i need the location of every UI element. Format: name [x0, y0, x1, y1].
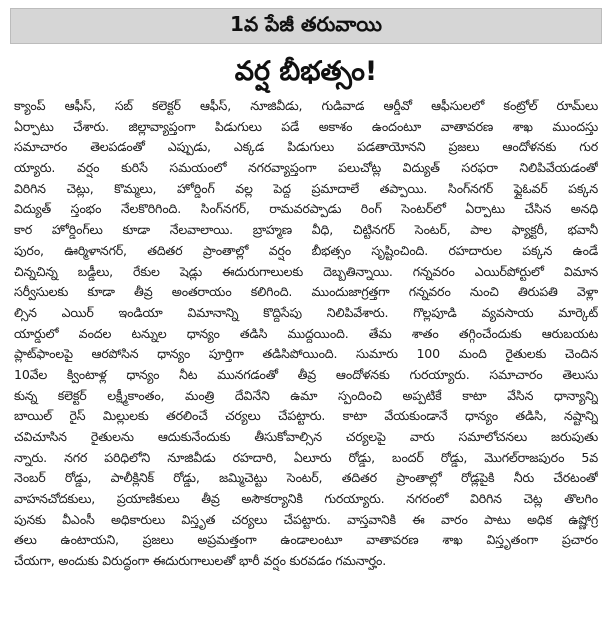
article-line: చేయగా, అందుకు విరుద్ధంగా ఈదురుగాలులతో భారీ వర్షం కురవడం గమనార్హం. — [14, 553, 387, 569]
article-headline: వర్ష బీభత్సం! — [234, 56, 378, 87]
article-line: పునకు వీఎంసీ అధికారులు విస్తృత చర్యలు చేపట్టారు. వాస్తవానికి ఈ వారం పాటు అధిక ఉష్ణోగ్ర — [14, 511, 598, 527]
article-line: తలు ఉంటాయని, ప్రజలు అప్రమత్తంగా ఉండాలంటూ వాతావరణ శాఖ విస్తృతంగా ప్రచారం — [14, 532, 598, 548]
article-line: ల్సిన ఎయిర్ ఇండియా విమానాన్ని కొద్దిసేపు నిలిపివేశారు. గొల్లపూడి వ్యవసాయ మార్కెట్ — [14, 304, 598, 320]
article-line: యార్డులో వందల టన్నుల ధాన్యం తడిసి ముద్దయింది. తేమ శాతం తగ్గించేందుకు ఆరుబయట — [14, 325, 598, 341]
article-line: ఏర్పాటు చేశారు. జిల్లావ్యాప్తంగా పిడుగులు పడే అకాశం ఉందంటూ వాతావరణ శాఖ ముందస్తు — [14, 118, 598, 134]
article-line: సమాచారం తెలపడంతో ఎప్పుడు, ఎక్కడ పిడుగులు పడతాయోనని ప్రజలు ఆందోళనకు గుర — [14, 139, 598, 155]
article-line: న్నారు. నగర పరిధిలోని నూజివీడు రహదారి, ఏలూరు రోడ్డు, బందర్ రోడ్డు, మొగల్‌రాజపురం 5వ — [14, 449, 598, 465]
article-body — [14, 96, 598, 572]
article-line: కార హోర్డింగ్‌లు కూడా నేలవాలాయి. బ్రాహ్మణ వీధి, చిట్టినగర్ సెంటర్, పాల ఫ్యాక్టరీ, భవానీ — [14, 222, 598, 238]
article-line: బాయిల్ రైస్ మిల్లులకు తరలించే చర్యలు చేపట్టారు. కాటా వేయకుండానే ధాన్యం తడిసి, నష్టాన్ని — [14, 408, 598, 424]
article-line: విద్యుత్ స్తంభం నేలకొరిగింది. సింగ్‌నగర్, రామవరప్పాడు రింగ్ సెంటర్‌లో ఏర్పాటు చేసిన అనధి — [14, 201, 598, 217]
article-line: చిన్నచిన్న బడ్డీలు, రేకుల షెడ్లు ఈదురుగాలులకు దెబ్బతిన్నాయి. గన్నవరం ఎయిర్‌పోర్టులో విమాన — [14, 263, 598, 279]
article-line: 10వేల క్వింటాళ్ల ధాన్యం నీట మునగడంతో తీవ్ర ఆందోళనకు గురయ్యారు. సమాచారం తెలుసు — [14, 366, 598, 382]
continuation-banner — [10, 8, 602, 44]
article-line: య్యారు. వర్షం కురిసే సమయంలో నగరవ్యాప్తంగా పలుచోట్ల విద్యుత్ సరఫరా నిలిపివేయడంతో — [14, 160, 598, 176]
article-line: ప్లాట్‌ఫాంలపై ఆరపోసిన ధాన్యం పూర్తిగా తడిసిపోయింది. సుమారు 100 మంది రైతులకు చెందిన — [14, 346, 598, 362]
article-line: కున్న కలెక్టర్ లక్ష్మీకాంతం, మంత్రి దేవినేని ఉమా స్పందించి అప్పటికే కాటా వేసిన ధాన్యాన్ని — [14, 387, 598, 403]
article-line: విరిగిన చెట్లు, కొమ్మలు, హోర్డింగ్ వల్ల పెద్ద ప్రమాదాలే తప్పాయి. సింగ్‌నగర్ ఫ్లైఓవర్ పక్కన — [14, 180, 598, 196]
article-line: నెంబర్ రోడ్డు, పాలీక్లినిక్ రోడ్డు, జమ్మిచెట్టు సెంటర్, తదితర ప్రాంతాల్లో రోడ్లపైకి నీరు చేరటంతో — [14, 470, 598, 486]
article-line: చవిచూసిన రైతులను ఆదుకునేందుకు తీసుకోవాల్సిన చర్యలపై వారు సమాలోచనలు జరుపుతు — [14, 429, 598, 444]
article-line: వాహనచోదకులు, ప్రయాణికులు తీవ్ర అసౌకర్యానికి గురయ్యారు. నగరంలో విరిగిన చెట్ల తొలగిం — [14, 491, 598, 507]
article-line: సర్వీసులకు కూడా తీవ్ర అంతరాయం కలిగింది. ముందుజాగ్రత్తగా గన్నవరం నుంచి తిరుపతి వెళ్లా — [14, 284, 598, 300]
article-line: పురం, ఊర్మిళానగర్, తదితర ప్రాంతాల్లో వర్షం బీభత్సం సృష్టించింది. రహదారుల పక్కన ఉండే — [14, 242, 598, 258]
article-line: క్యాంప్ ఆఫీస్, సబ్ కలెక్టర్ ఆఫీస్, నూజివీడు, గుడివాడ ఆర్డీవో ఆఫీసులలో కంట్రోల్ రూమ్‌లు — [14, 98, 598, 113]
continuation-label: 1వ పేజీ తరువాయి — [230, 11, 382, 36]
